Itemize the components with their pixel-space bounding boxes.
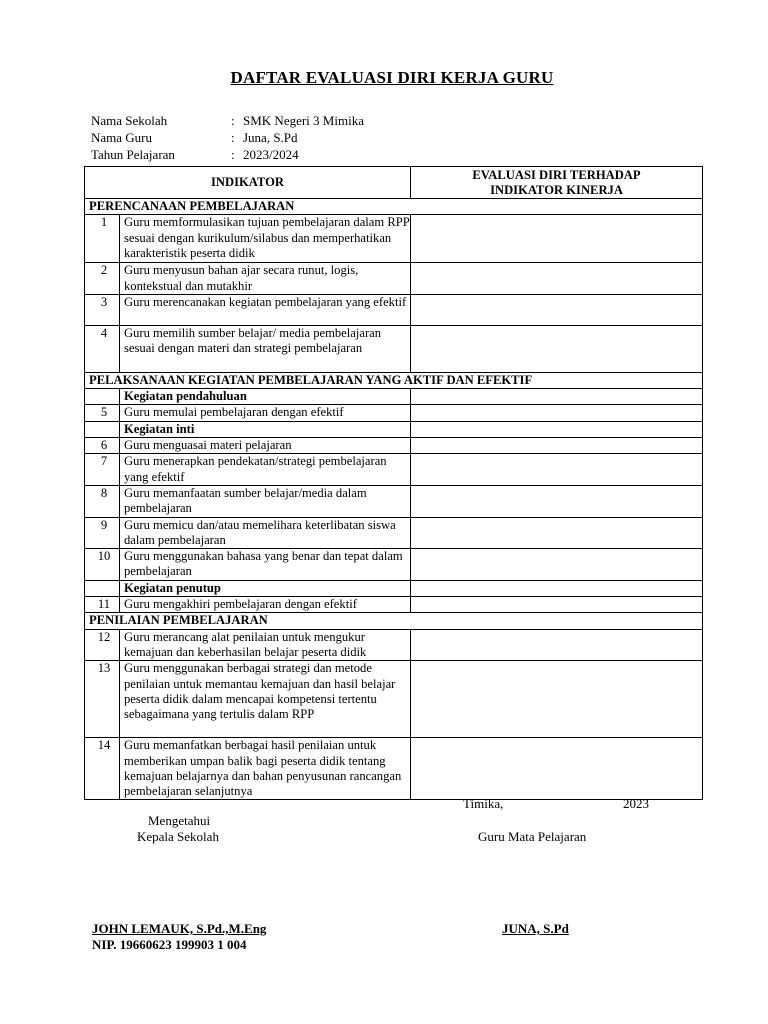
indicator-text: Guru memilih sumber belajar/ media pembelajaran sesuai dengan materi dan strategi pembelajaran bbox=[120, 325, 411, 372]
row-number: 3 bbox=[85, 294, 120, 325]
indicator-text: Guru merencanakan kegiatan pembelajaran yang efektif bbox=[120, 294, 411, 325]
table-row bbox=[85, 438, 703, 454]
table-row bbox=[85, 597, 703, 613]
year-text: 2023 bbox=[623, 796, 649, 811]
table-row bbox=[85, 263, 703, 295]
subsection-row bbox=[85, 421, 703, 437]
teacher-name: JUNA, S.Pd bbox=[502, 921, 569, 936]
table-row bbox=[85, 294, 703, 325]
row-number: 5 bbox=[85, 405, 120, 421]
section-heading: PELAKSANAAN KEGIATAN PEMBELAJARAN YANG AKTIF DAN EFEKTIF bbox=[85, 372, 703, 388]
row-number bbox=[85, 580, 120, 596]
info-label: Nama Guru bbox=[91, 130, 153, 145]
table-row bbox=[85, 454, 703, 486]
subsection-heading: Kegiatan pendahuluan bbox=[120, 389, 411, 405]
header-indikator: INDIKATOR bbox=[85, 167, 411, 199]
table-row bbox=[85, 661, 703, 738]
info-label: Tahun Pelajaran bbox=[91, 147, 175, 162]
evaluation-cell[interactable] bbox=[411, 454, 703, 486]
subsection-heading: Kegiatan penutup bbox=[120, 580, 411, 596]
row-number: 10 bbox=[85, 549, 120, 581]
acknowledge-text: Mengetahui bbox=[148, 813, 211, 828]
row-number: 13 bbox=[85, 661, 120, 738]
head-title: Kepala Sekolah bbox=[137, 829, 219, 844]
evaluation-cell[interactable] bbox=[411, 517, 703, 549]
indicator-text: Guru merancang alat penilaian untuk mengukur kemajuan dan keberhasilan belajar peserta didik bbox=[120, 629, 411, 661]
evaluation-cell[interactable] bbox=[411, 405, 703, 421]
row-number: 11 bbox=[85, 597, 120, 613]
row-number bbox=[85, 421, 120, 437]
evaluation-cell bbox=[411, 389, 703, 405]
section-heading: PERENCANAAN PEMBELAJARAN bbox=[85, 199, 703, 215]
table-row bbox=[85, 629, 703, 661]
table-row bbox=[85, 485, 703, 517]
row-number: 14 bbox=[85, 738, 120, 800]
table-row bbox=[85, 738, 703, 800]
row-number: 4 bbox=[85, 325, 120, 372]
evaluation-cell[interactable] bbox=[411, 485, 703, 517]
row-number bbox=[85, 389, 120, 405]
info-row-school bbox=[91, 112, 364, 129]
row-number: 12 bbox=[85, 629, 120, 661]
evaluation-table bbox=[84, 166, 703, 800]
indicator-text: Guru memulai pembelajaran dengan efektif bbox=[120, 405, 411, 421]
info-value: 2023/2024 bbox=[243, 147, 299, 162]
info-label: Nama Sekolah bbox=[91, 113, 168, 128]
info-row-year bbox=[91, 146, 364, 163]
row-number: 7 bbox=[85, 454, 120, 486]
row-number: 9 bbox=[85, 517, 120, 549]
evaluation-cell[interactable] bbox=[411, 294, 703, 325]
info-value: Juna, S.Pd bbox=[243, 130, 298, 145]
evaluation-cell[interactable] bbox=[411, 597, 703, 613]
evaluation-cell[interactable] bbox=[411, 438, 703, 454]
table-row bbox=[85, 215, 703, 263]
indicator-text: Guru mengakhiri pembelajaran dengan efektif bbox=[120, 597, 411, 613]
document-title: DAFTAR EVALUASI DIRI KERJA GURU bbox=[230, 68, 554, 87]
subsection-row bbox=[85, 389, 703, 405]
evaluation-cell[interactable] bbox=[411, 629, 703, 661]
row-number: 2 bbox=[85, 263, 120, 295]
indicator-text: Guru menggunakan berbagai strategi dan metode penilaian untuk memantau kemajuan dan hasil belajar peserta didik dalam mencapai kompetensi tertentu sebagaimana yang tertulis dalam RPP bbox=[120, 661, 411, 738]
info-colon: : bbox=[231, 147, 235, 162]
evaluation-cell bbox=[411, 421, 703, 437]
evaluation-cell[interactable] bbox=[411, 738, 703, 800]
evaluation-cell[interactable] bbox=[411, 325, 703, 372]
table-header-row bbox=[85, 167, 703, 199]
section-row bbox=[85, 199, 703, 215]
section-row bbox=[85, 372, 703, 388]
teacher-title: Guru Mata Pelajaran bbox=[478, 829, 587, 844]
evaluation-cell[interactable] bbox=[411, 661, 703, 738]
indicator-text: Guru memanfatkan berbagai hasil penilaian untuk memberikan umpan balik bagi peserta didik tentang kemajuan belajarnya dan bahan penyusunan rancangan pembelajaran selanjutnya bbox=[120, 738, 411, 800]
info-block bbox=[91, 112, 364, 163]
evaluation-cell[interactable] bbox=[411, 549, 703, 581]
info-colon: : bbox=[231, 113, 235, 128]
indicator-text: Guru menggunakan bahasa yang benar dan tepat dalam pembelajaran bbox=[120, 549, 411, 581]
subsection-heading: Kegiatan inti bbox=[120, 421, 411, 437]
table-row bbox=[85, 549, 703, 581]
info-colon: : bbox=[231, 130, 235, 145]
header-evaluasi: EVALUASI DIRI TERHADAP INDIKATOR KINERJA bbox=[411, 167, 703, 199]
indicator-text: Guru menyusun bahan ajar secara runut, logis, kontekstual dan mutakhir bbox=[120, 263, 411, 295]
subsection-row bbox=[85, 580, 703, 596]
section-row bbox=[85, 613, 703, 629]
indicator-text: Guru menguasai materi pelajaran bbox=[120, 438, 411, 454]
indicator-text: Guru memanfaatan sumber belajar/media dalam pembelajaran bbox=[120, 485, 411, 517]
section-heading: PENILAIAN PEMBELAJARAN bbox=[85, 613, 703, 629]
evaluation-cell[interactable] bbox=[411, 263, 703, 295]
head-name: JOHN LEMAUK, S.Pd.,M.Eng bbox=[92, 921, 267, 936]
row-number: 6 bbox=[85, 438, 120, 454]
row-number: 1 bbox=[85, 215, 120, 263]
place-date bbox=[463, 796, 649, 812]
evaluation-cell bbox=[411, 580, 703, 596]
info-row-teacher bbox=[91, 129, 364, 146]
table-row bbox=[85, 517, 703, 549]
place-text: Timika, bbox=[463, 796, 504, 811]
indicator-text: Guru menerapkan pendekatan/strategi pembelajaran yang efektif bbox=[120, 454, 411, 486]
indicator-text: Guru memicu dan/atau memelihara keterlibatan siswa dalam pembelajaran bbox=[120, 517, 411, 549]
table-row bbox=[85, 405, 703, 421]
info-value: SMK Negeri 3 Mimika bbox=[243, 113, 364, 128]
indicator-text: Guru memformulasikan tujuan pembelajaran dalam RPP sesuai dengan kurikulum/silabus dan memperhatikan karakteristik peserta didik bbox=[120, 215, 411, 263]
head-nip: NIP. 19660623 199903 1 004 bbox=[92, 937, 247, 952]
row-number: 8 bbox=[85, 485, 120, 517]
table-row bbox=[85, 325, 703, 372]
evaluation-cell[interactable] bbox=[411, 215, 703, 263]
